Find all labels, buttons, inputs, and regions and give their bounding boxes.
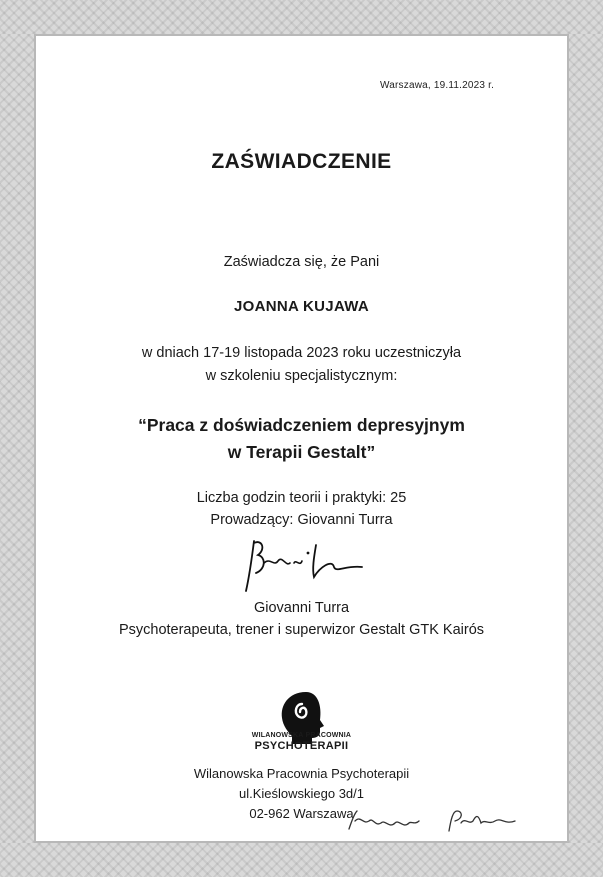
participant-name: JOANNA KUJAWA [233,298,370,315]
description-line-1: w dniach 17-19 listopada 2023 roku uczestniczyła [141,345,462,361]
logo-text-big: PSYCHOTERAPII [254,740,349,752]
lead-line: Prowadzący: Giovanni Turra [210,512,393,528]
course-title-line-1: “Praca z doświadczeniem depresyjnym [138,415,465,435]
course-title-line-2: w Terapii Gestalt” [227,442,376,462]
organization-city: 02-962 Warszawa [249,806,354,821]
signature-icon [236,533,366,599]
signatory-name: Giovanni Turra [253,600,350,616]
organization-name: Wilanowska Pracownia Psychoterapii [193,766,410,781]
description-line-2: w szkoleniu specjalistycznym: [205,368,398,384]
place-and-date: Warszawa, 19.11.2023 r. [380,80,495,91]
certify-line: Zaświadcza się, że Pani [223,254,380,270]
organization-street: ul.Kieślowskiego 3d/1 [238,786,365,801]
certificate-title: ZAŚWIADCZENIE [211,150,392,173]
signatory-title: Psychoterapeuta, trener i superwizor Gestalt GTK Kairós [118,622,485,638]
handwritten-note [345,803,520,837]
hours-line: Liczba godzin teorii i praktyki: 25 [196,490,407,506]
logo-text-small: WILANOWSKA PRACOWNIA [251,732,352,739]
